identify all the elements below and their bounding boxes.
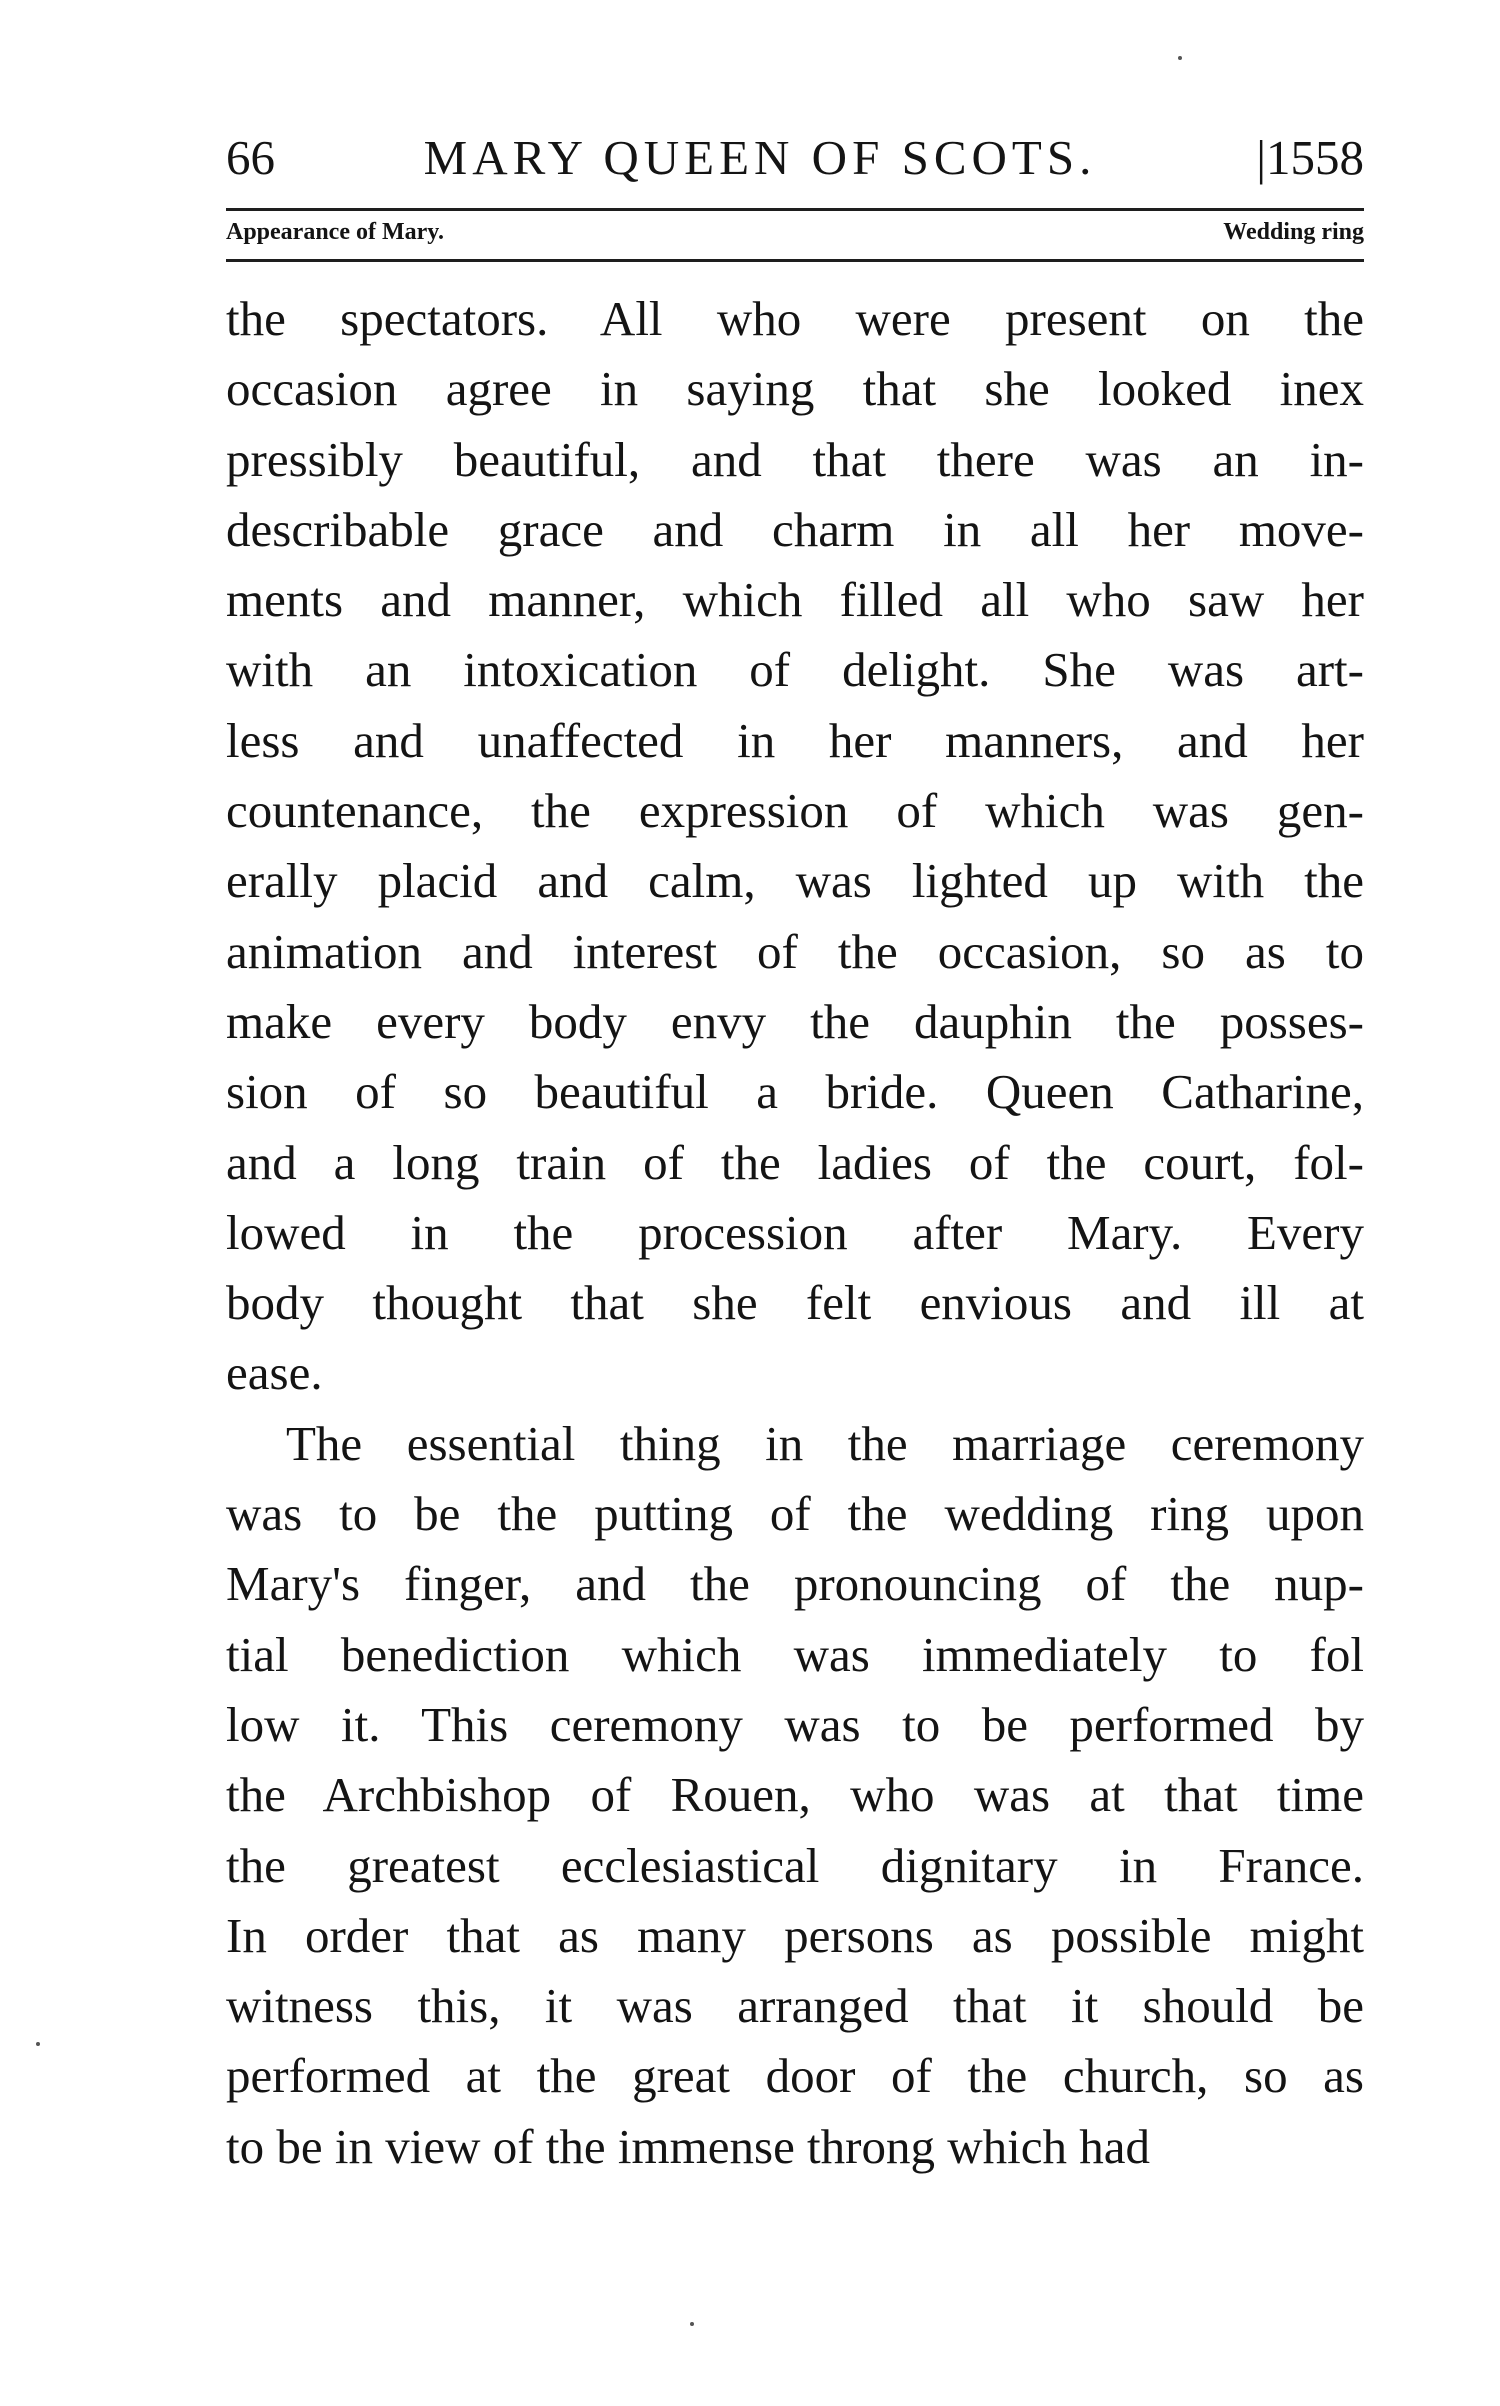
text-line: was to be the putting of the wedding ring upon	[226, 1486, 1364, 1542]
page-number: 66	[226, 130, 275, 185]
sidehead-left: Appearance of Mary.	[226, 219, 444, 245]
text-line: erally placid and calm, was lighted up with the	[226, 853, 1364, 909]
text-line: the spectators. All who were present on the	[226, 291, 1364, 346]
scan-speck	[36, 2042, 40, 2046]
scan-speck	[690, 2322, 694, 2326]
book-page	[226, 118, 1364, 2182]
text-line: witness this, it was arranged that it should be	[226, 1978, 1364, 2034]
text-line: to be in view of the immense throng which had	[226, 2118, 1150, 2174]
text-line: less and unaffected in her manners, and her	[226, 712, 1364, 768]
text-line: occasion agree in saying that she looked inex	[226, 361, 1364, 417]
text-line: tial benediction which was immediately to fol	[226, 1626, 1364, 1682]
text-line: with an intoxication of delight. She was art-	[226, 642, 1364, 698]
text-line: and a long train of the ladies of the court, fol-	[226, 1134, 1364, 1190]
text-line: sion of so beautiful a bride. Queen Catharine,	[226, 1064, 1364, 1120]
text-line: make every body envy the dauphin the posses-	[226, 993, 1364, 1049]
text-line: low it. This ceremony was to be performed by	[226, 1696, 1364, 1752]
text-line: Mary's finger, and the pronouncing of the nup-	[226, 1556, 1364, 1612]
scan-speck	[1178, 56, 1182, 60]
text-line: countenance, the expression of which was gen-	[226, 783, 1364, 839]
header-rule-bottom	[226, 259, 1364, 262]
text-line: the greatest ecclesiastical dignitary in France.	[226, 1837, 1364, 1893]
text-line: ments and manner, which filled all who saw her	[226, 572, 1364, 628]
sideheads	[226, 211, 1364, 253]
running-header	[226, 118, 1364, 198]
text-line: The essential thing in the marriage ceremony	[286, 1415, 1364, 1471]
body-text	[226, 284, 1364, 2182]
text-line: animation and interest of the occasion, so as to	[226, 923, 1364, 979]
text-line: body thought that she felt envious and ill at	[226, 1275, 1364, 1331]
paragraph	[226, 1409, 1364, 2182]
text-line: describable grace and charm in all her move-	[226, 501, 1364, 557]
text-line: pressibly beautiful, and that there was an in-	[226, 431, 1364, 487]
text-line: In order that as many persons as possible might	[226, 1907, 1364, 1963]
sidehead-right: Wedding ring	[1223, 219, 1364, 245]
text-line: the Archbishop of Rouen, who was at that time	[226, 1767, 1364, 1823]
text-line: lowed in the procession after Mary. Every	[226, 1204, 1364, 1260]
text-line: ease.	[226, 1345, 323, 1401]
header-year: |1558	[1256, 130, 1364, 185]
text-line: performed at the great door of the church, so as	[226, 2048, 1364, 2104]
paragraph	[226, 284, 1364, 1409]
running-title: MARY QUEEN OF SCOTS.	[423, 130, 1097, 185]
